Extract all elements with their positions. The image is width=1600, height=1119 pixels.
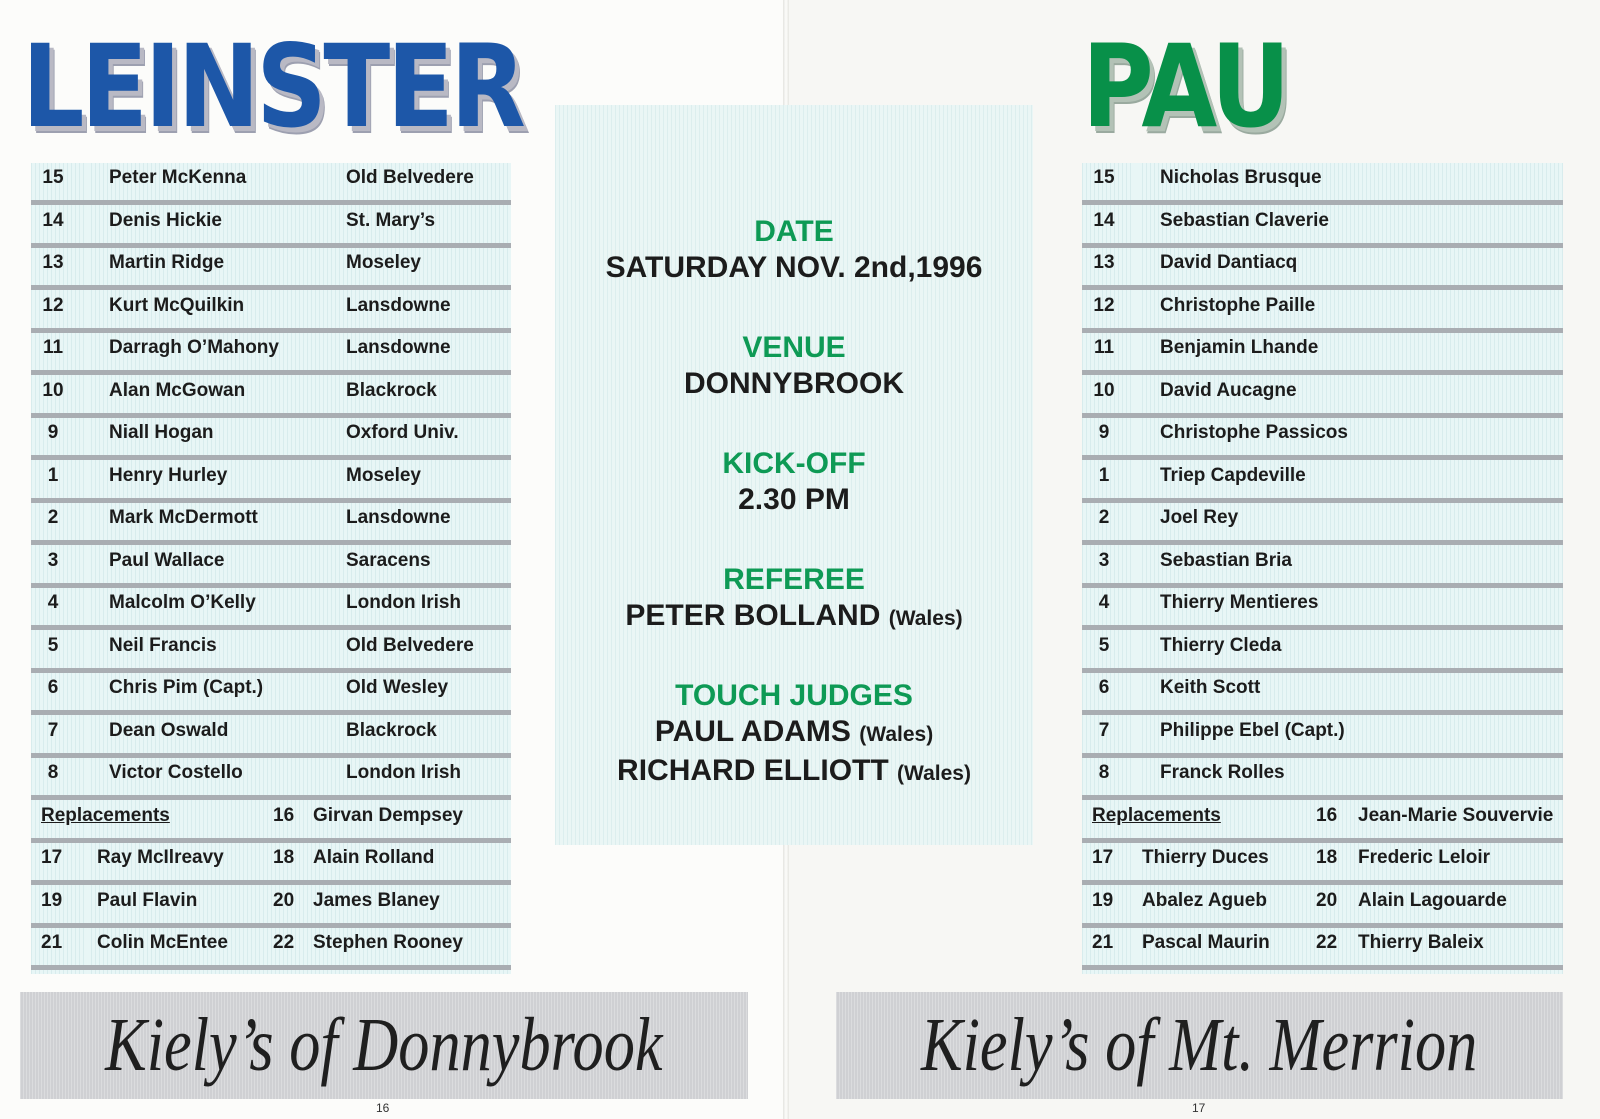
kickoff-label: KICK-OFF <box>722 447 866 480</box>
table-row <box>1082 163 1563 205</box>
replacement-number: 17 <box>41 847 63 868</box>
player-number: 7 <box>1098 719 1110 741</box>
table-row <box>31 843 511 885</box>
table-row <box>1082 503 1563 545</box>
player-number: 12 <box>42 294 64 316</box>
replacements-header-row <box>1082 801 1563 843</box>
date-value: SATURDAY NOV. 2nd,1996 <box>605 251 983 284</box>
player-club: Lansdowne <box>346 294 451 316</box>
table-row <box>31 461 511 503</box>
venue-value: DONNYBROOK <box>683 367 904 400</box>
player-name: Philippe Ebel (Capt.) <box>1160 719 1345 741</box>
player-name: Christophe Paille <box>1160 294 1316 316</box>
player-number: 6 <box>47 677 59 698</box>
player-club: Lansdowne <box>346 507 451 528</box>
player-number: 15 <box>1093 167 1115 188</box>
table-row <box>31 588 511 630</box>
table-row <box>1082 248 1563 290</box>
player-number: 13 <box>1093 252 1115 273</box>
player-name: Darragh O’Mahony <box>109 337 279 358</box>
replacement-name: Abalez Agueb <box>1142 889 1267 911</box>
venue-block <box>555 330 1033 402</box>
table-row <box>31 333 511 375</box>
replacements-header-row <box>31 801 511 843</box>
player-number: 3 <box>1098 549 1110 571</box>
touch-judges-label: TOUCH JUDGES <box>675 679 913 712</box>
touch-judges-block <box>555 678 1033 792</box>
referee-name: PETER BOLLAND <box>625 599 881 632</box>
player-name: Henry Hurley <box>109 464 228 486</box>
referee-block <box>555 562 1033 637</box>
player-number: 4 <box>47 592 59 613</box>
replacements-label: Replacements <box>1092 804 1221 826</box>
replacement-number: 20 <box>273 889 295 911</box>
player-number: 10 <box>1093 379 1115 401</box>
player-number: 7 <box>47 719 59 741</box>
player-name: David Aucagne <box>1160 379 1297 401</box>
player-name: Sebastian Claverie <box>1160 209 1329 231</box>
player-name: Keith Scott <box>1160 677 1261 698</box>
table-row <box>1082 758 1563 800</box>
player-name: Neil Francis <box>109 634 217 656</box>
table-row <box>1082 418 1563 460</box>
replacement-number: 22 <box>273 932 295 953</box>
referee-label: REFEREE <box>723 563 865 596</box>
table-row <box>1082 291 1563 333</box>
player-name: Alan McGowan <box>109 379 246 401</box>
replacement-name: Jean-Marie Souvervie <box>1358 804 1554 826</box>
touch-judge-name: RICHARD ELLIOTT <box>617 754 889 787</box>
touch-judge-line <box>555 753 1033 792</box>
table-row <box>31 631 511 673</box>
kickoff-block <box>555 446 1033 518</box>
table-row <box>1082 546 1563 588</box>
table-row <box>31 376 511 418</box>
player-number: 13 <box>42 252 64 273</box>
replacement-number: 19 <box>1092 889 1114 911</box>
player-number: 12 <box>1093 294 1115 316</box>
player-name: Joel Rey <box>1160 507 1239 528</box>
table-row <box>31 206 511 248</box>
table-row <box>31 546 511 588</box>
replacement-number: 18 <box>1316 847 1338 868</box>
player-club: London Irish <box>346 762 462 783</box>
player-number: 5 <box>1098 634 1110 656</box>
player-club: London Irish <box>346 592 462 613</box>
table-row <box>31 163 511 205</box>
player-name: Sebastian Bria <box>1160 549 1292 571</box>
player-number: 15 <box>42 167 64 188</box>
player-club: St. Mary’s <box>346 209 436 231</box>
replacement-name: Thierry Duces <box>1142 847 1269 868</box>
replacement-number: 21 <box>41 932 63 953</box>
table-row <box>31 291 511 333</box>
player-name: David Dantiacq <box>1160 252 1298 273</box>
replacement-number: 19 <box>41 889 63 911</box>
player-club: Blackrock <box>346 719 437 741</box>
pau-team-sheet <box>1082 163 1563 974</box>
player-club: Old Wesley <box>346 677 449 698</box>
sponsor-banner-donnybrook <box>20 992 748 1099</box>
kickoff-value: 2.30 PM <box>738 483 850 516</box>
table-row <box>1082 886 1563 928</box>
player-number: 4 <box>1098 592 1110 613</box>
player-name: Thierry Cleda <box>1160 634 1282 656</box>
table-row <box>1082 843 1563 885</box>
player-number: 1 <box>1098 464 1110 486</box>
player-name: Christophe Passicos <box>1160 422 1348 443</box>
table-row <box>1082 461 1563 503</box>
page-number-right: 17 <box>1192 1101 1206 1115</box>
player-number: 9 <box>47 422 59 443</box>
replacement-name: Pascal Maurin <box>1142 932 1270 953</box>
player-number: 8 <box>1098 762 1110 783</box>
player-club: Moseley <box>346 252 421 273</box>
player-number: 11 <box>42 337 64 358</box>
leinster-title: LEINSTER <box>22 20 523 153</box>
player-number: 14 <box>42 209 64 231</box>
table-row <box>31 716 511 758</box>
player-name: Martin Ridge <box>109 252 225 273</box>
referee-line <box>555 598 1033 637</box>
replacement-number: 16 <box>1316 804 1338 826</box>
touch-judge-country: (Wales) <box>897 762 971 785</box>
replacement-name: Stephen Rooney <box>313 932 463 953</box>
banner-text: Kiely’s of Mt. Merrion <box>921 1003 1478 1087</box>
player-number: 6 <box>1098 677 1110 698</box>
player-number: 8 <box>47 762 59 783</box>
table-row <box>31 886 511 928</box>
table-row <box>31 673 511 715</box>
replacement-number: 17 <box>1092 847 1114 868</box>
touch-judge-name: PAUL ADAMS <box>654 715 851 748</box>
replacements-label: Replacements <box>41 804 170 826</box>
player-name: Victor Costello <box>109 762 243 783</box>
replacement-name: Alain Rolland <box>313 847 435 868</box>
player-number: 11 <box>1093 337 1115 358</box>
replacement-name: Ray McIlreavy <box>97 847 224 868</box>
replacement-number: 20 <box>1316 889 1338 911</box>
date-block <box>555 214 1033 286</box>
table-row <box>31 248 511 290</box>
player-club: Old Belvedere <box>346 167 474 188</box>
player-name: Niall Hogan <box>109 422 214 443</box>
touch-judge-line <box>555 714 1033 753</box>
player-number: 3 <box>47 549 59 571</box>
replacement-name: Girvan Dempsey <box>313 804 463 826</box>
player-name: Dean Oswald <box>109 719 229 741</box>
player-name: Benjamin Lhande <box>1160 337 1319 358</box>
player-name: Denis Hickie <box>109 209 222 231</box>
table-row <box>31 503 511 545</box>
table-row <box>1082 716 1563 758</box>
banner-text: Kiely’s of Donnybrook <box>105 1003 663 1087</box>
table-row <box>31 758 511 800</box>
player-number: 2 <box>1098 507 1110 528</box>
replacement-name: Thierry Baleix <box>1358 932 1484 953</box>
table-row <box>1082 673 1563 715</box>
player-name: Mark McDermott <box>109 507 258 528</box>
table-row <box>1082 206 1563 248</box>
replacement-number: 18 <box>273 847 295 868</box>
player-name: Triep Capdeville <box>1160 464 1306 486</box>
table-row <box>1082 588 1563 630</box>
player-number: 5 <box>47 634 59 656</box>
leinster-team-sheet <box>31 163 511 974</box>
replacement-name: Colin McEntee <box>97 932 228 953</box>
player-name: Kurt McQuilkin <box>109 294 245 316</box>
replacement-number: 16 <box>273 804 295 826</box>
replacement-number: 21 <box>1092 932 1114 953</box>
player-name: Chris Pim (Capt.) <box>109 677 264 698</box>
replacement-name: Frederic Leloir <box>1358 847 1490 868</box>
replacement-name: Alain Lagouarde <box>1358 889 1507 911</box>
venue-label: VENUE <box>742 331 846 364</box>
player-club: Oxford Univ. <box>346 422 459 443</box>
player-club: Blackrock <box>346 379 437 401</box>
sponsor-banner-merrion <box>836 992 1563 1099</box>
date-label: DATE <box>754 215 834 248</box>
table-row <box>1082 333 1563 375</box>
table-row <box>31 418 511 460</box>
player-name: Paul Wallace <box>109 549 225 571</box>
player-club: Lansdowne <box>346 337 451 358</box>
referee-country: (Wales) <box>888 607 963 630</box>
replacement-number: 22 <box>1316 932 1338 953</box>
player-name: Thierry Mentieres <box>1160 592 1319 613</box>
pau-title: PAU <box>1082 20 1288 153</box>
player-number: 14 <box>1093 209 1115 231</box>
touch-judge-country: (Wales) <box>859 723 934 746</box>
player-name: Malcolm O’Kelly <box>109 592 256 613</box>
player-name: Franck Rolles <box>1160 762 1285 783</box>
player-number: 10 <box>42 379 64 401</box>
player-number: 2 <box>47 507 59 528</box>
player-club: Saracens <box>346 549 431 571</box>
player-club: Old Belvedere <box>346 634 474 656</box>
player-name: Peter McKenna <box>109 167 247 188</box>
table-row <box>1082 631 1563 673</box>
table-row <box>1082 928 1563 970</box>
replacement-name: James Blaney <box>313 889 440 911</box>
replacement-name: Paul Flavin <box>97 889 198 911</box>
player-name: Nicholas Brusque <box>1160 167 1322 188</box>
player-number: 9 <box>1098 422 1110 443</box>
player-club: Moseley <box>346 464 421 486</box>
page-number-left: 16 <box>376 1101 390 1115</box>
table-row <box>1082 376 1563 418</box>
table-row <box>31 928 511 970</box>
player-number: 1 <box>47 464 59 486</box>
